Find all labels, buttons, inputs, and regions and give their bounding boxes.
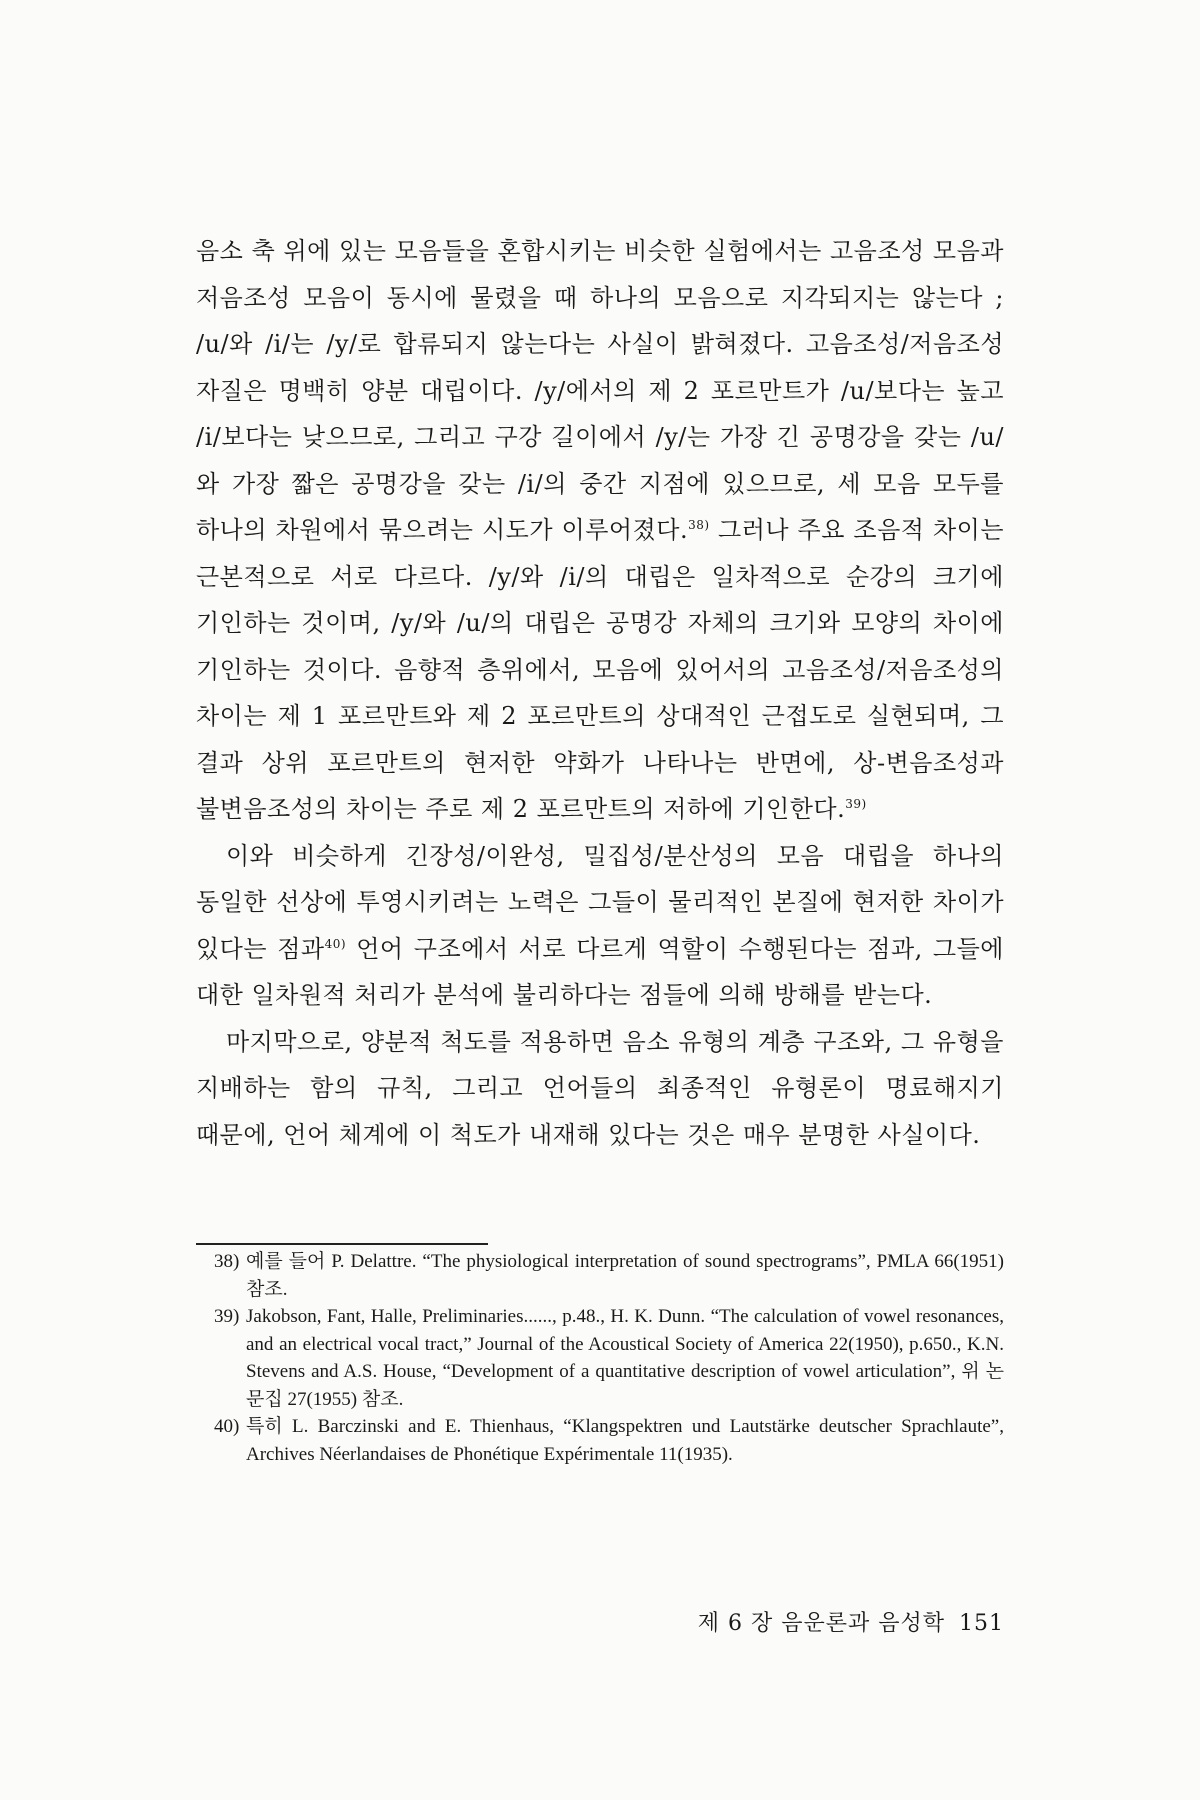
footnote-text: 특히 L. Barczinski and E. Thienhaus, “Klangspektren und Lautstärke deutscher Sprachlaute”, Archives Néerlandaises de Phonétique Expérimentale 11(1935).: [246, 1416, 1004, 1465]
paragraph-3: 마지막으로, 양분적 척도를 적용하면 음소 유형의 계층 구조와, 그 유형을 지배하는 함의 규칙, 그리고 언어들의 최종적인 유형론이 명료해지기 때문에, 언어 체계에 이 척도가 내재해 있다는 것은 매우 분명한 사실이다.: [196, 1027, 1004, 1149]
chapter-title: 제 6 장 음운론과 음성학: [697, 1611, 945, 1636]
paragraph-1: [196, 228, 1004, 833]
paragraph-1-text: 음소 축 위에 있는 모음들을 혼합시키는 비슷한 실험에서는 고음조성 모음과 저음조성 모음이 동시에 물렸을 때 하나의 모음으로 지각되지는 않는다 ; /u/와 /i/는 /y/로 합류되지 않는다는 사실이 밝혀졌다. 고음조성/저음조성 자질은 명백히 양분 대립이다. /y/에서의 제 2 포르만트가 /u/보다는 높고 /i/보다는 낮으므로, 그리고 구강 길이에서 /y/는 가장 긴 공명강을 갖는 /u/와 가장 짧은 공명강을 갖는 /i/의 중간 지점에 있으므로, 세 모음 모두를 하나의 차원에서 묶으려는 시도가 이루어졌다.: [196, 237, 1004, 544]
footnote-ref-38: 38): [688, 518, 710, 532]
page-number: 151: [959, 1611, 1004, 1636]
paragraph-2b-text: 언어 구조에서 서로 다르게 역할이 수행된다는 점과, 그들에 대한 일차원적 처리가 분석에 불리하다는 점들에 의해 방해를 받는다.: [196, 934, 1004, 1009]
footnote-ref-39: 39): [845, 797, 867, 811]
footnote-number: 38): [214, 1251, 240, 1272]
footnote-number: 39): [214, 1306, 240, 1327]
running-footer: [600, 1606, 1004, 1637]
paragraph-1b-text: 그러나 주요 조음적 차이는 근본적으로 서로 다르다. /y/와 /i/의 대립은 일차적으로 순강의 크기에 기인하는 것이며, /y/와 /u/의 대립은 공명강 자체의 크기와 모양의 차이에 기인하는 것이다. 음향적 층위에서, 모음에 있어서의 고음조성/저음조성의 차이는 제 1 포르만트와 제 2 포르만트의 상대적인 근접도로 실현되며, 그 결과 상위 포르만트의 현저한 약화가 나타나는 반면에, 상-변음조성과 불변음조성의 차이는 주로 제 2 포르만트의 저하에 기인한다.: [196, 516, 1004, 823]
footnotes: [214, 1248, 1004, 1468]
body-text: [196, 228, 1004, 1158]
footnote-ref-40: 40): [324, 936, 347, 951]
paragraph-2: [196, 833, 1004, 1019]
footnote-number: 40): [214, 1416, 240, 1437]
footnote-text: 예를 들어 P. Delattre. “The physiological interpretation of sound spectrograms”, PMLA 66(1951) 참조.: [246, 1251, 1004, 1300]
footnote-40: [214, 1413, 1004, 1468]
footnote-text: Jakobson, Fant, Halle, Preliminaries......, p.48., H. K. Dunn. “The calculation of vowel resonances, and an electrical vocal tract,” Journal of the Acoustical Society of America 22(1950), p.650., K.N. Stevens and A.S. House, “Development of a quantitative description of vowel articulation”, 위 논문집 27(1955) 참조.: [246, 1306, 1004, 1410]
paragraph-2a-text: 이와 비슷하게 긴장성/이완성, 밀집성/분산성의 모음 대립을 하나의 동일한 선상에 투영시키려는 노력은 그들이 물리적인 본질에 현저한 차이가 있다는 점과: [196, 841, 1004, 963]
footnote-divider: [196, 1243, 488, 1245]
footnote-39: [214, 1303, 1004, 1413]
footnote-38: [214, 1248, 1004, 1303]
